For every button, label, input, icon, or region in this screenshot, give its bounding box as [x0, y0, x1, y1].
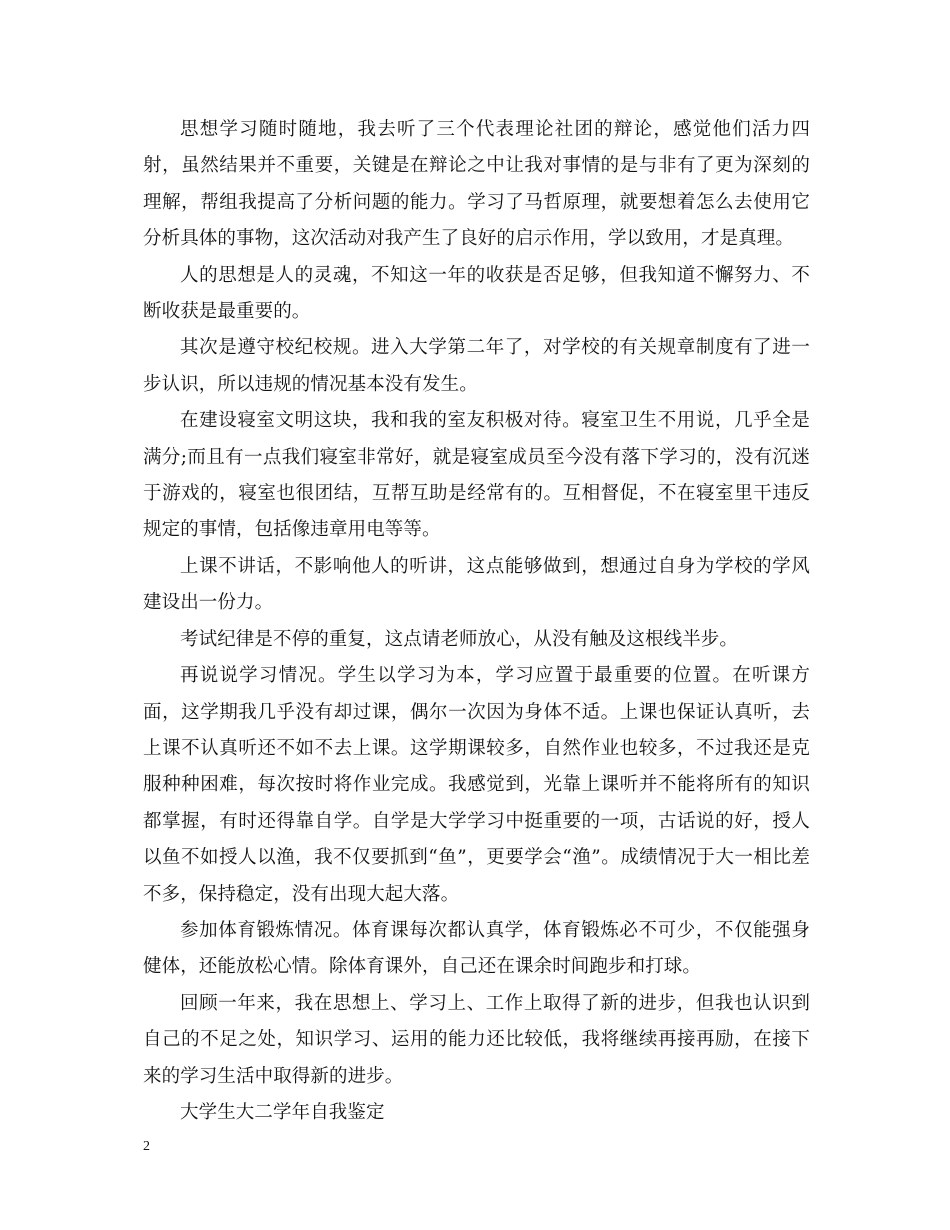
- paragraph-heading-next: 大学生大二学年自我鉴定: [180, 1101, 385, 1123]
- paragraph-discipline: 其次是遵守校纪校规。进入大学第二年了，对学校的有关规章制度有了进一步认识，所以违规的情况基本没有发生。: [143, 337, 810, 395]
- paragraph-dorm: 在建设寝室文明这块，我和我的室友积极对待。寝室卫生不用说，几乎全是满分;而且有一点我们寝室非常好，就是寝室成员至今没有落下学习的，没有沉迷于游戏的，寝室也很团结，互帮互助是经常有的。互相督促，不在寝室里干违反规定的事情，包括像违章用电等等。: [143, 410, 810, 541]
- paragraph-sports: 参加体育锻炼情况。体育课每次都认真学，体育锻炼必不可少，不仅能强身健体，还能放松心情。除体育课外，自己还在课余时间跑步和打球。: [143, 919, 810, 978]
- paragraph-thought-study: 思想学习随时随地，我去听了三个代表理论社团的辩论，感觉他们活力四射，虽然结果并不重要，关键是在辩论之中让我对事情的是与非有了更为深刻的理解，帮组我提高了分析问题的能力。学习了马哲原理，就要想着怎么去使用它分析具体的事物，这次活动对我产生了良好的启示作用，学以致用，才是真理。: [143, 119, 810, 250]
- paragraph-review: 回顾一年来，我在思想上、学习上、工作上取得了新的进步，但我也认识到自己的不足之处，知识学习、运用的能力还比较低，我将继续再接再励，在接下来的学习生活中取得新的进步。: [143, 992, 810, 1087]
- page-number: 2: [143, 1139, 150, 1154]
- paragraph-study: 再说说学习情况。学生以学习为本，学习应置于最重要的位置。在听课方面，这学期我几乎没有却过课，偶尔一次因为身体不适。上课也保证认真听，去上课不认真听还不如不去上课。这学期课较多，自然作业也较多，不过我还是克服种种困难，每次按时将作业完成。我感觉到，光靠上课听并不能将所有的知识都掌握，有时还得靠自学。自学是大学学习中挺重要的一项，古话说的好，授人以鱼不如授人以渔，我不仅要抓到“鱼”，更要学会“渔”。成绩情况于大一相比差不多，保持稳定，没有出现大起大落。: [143, 665, 810, 905]
- paragraph-exam: 考试纪律是不停的重复，这点请老师放心，从没有触及这根线半步。: [180, 628, 739, 650]
- paragraph-class-behavior: 上课不讲话，不影响他人的听讲，这点能够做到，想通过自身为学校的学风建设出一份力。: [143, 555, 810, 614]
- document-body: [143, 112, 810, 1131]
- paragraph-soul: 人的思想是人的灵魂，不知这一年的收获是否足够，但我知道不懈努力、不断收获是最重要的。: [143, 264, 810, 323]
